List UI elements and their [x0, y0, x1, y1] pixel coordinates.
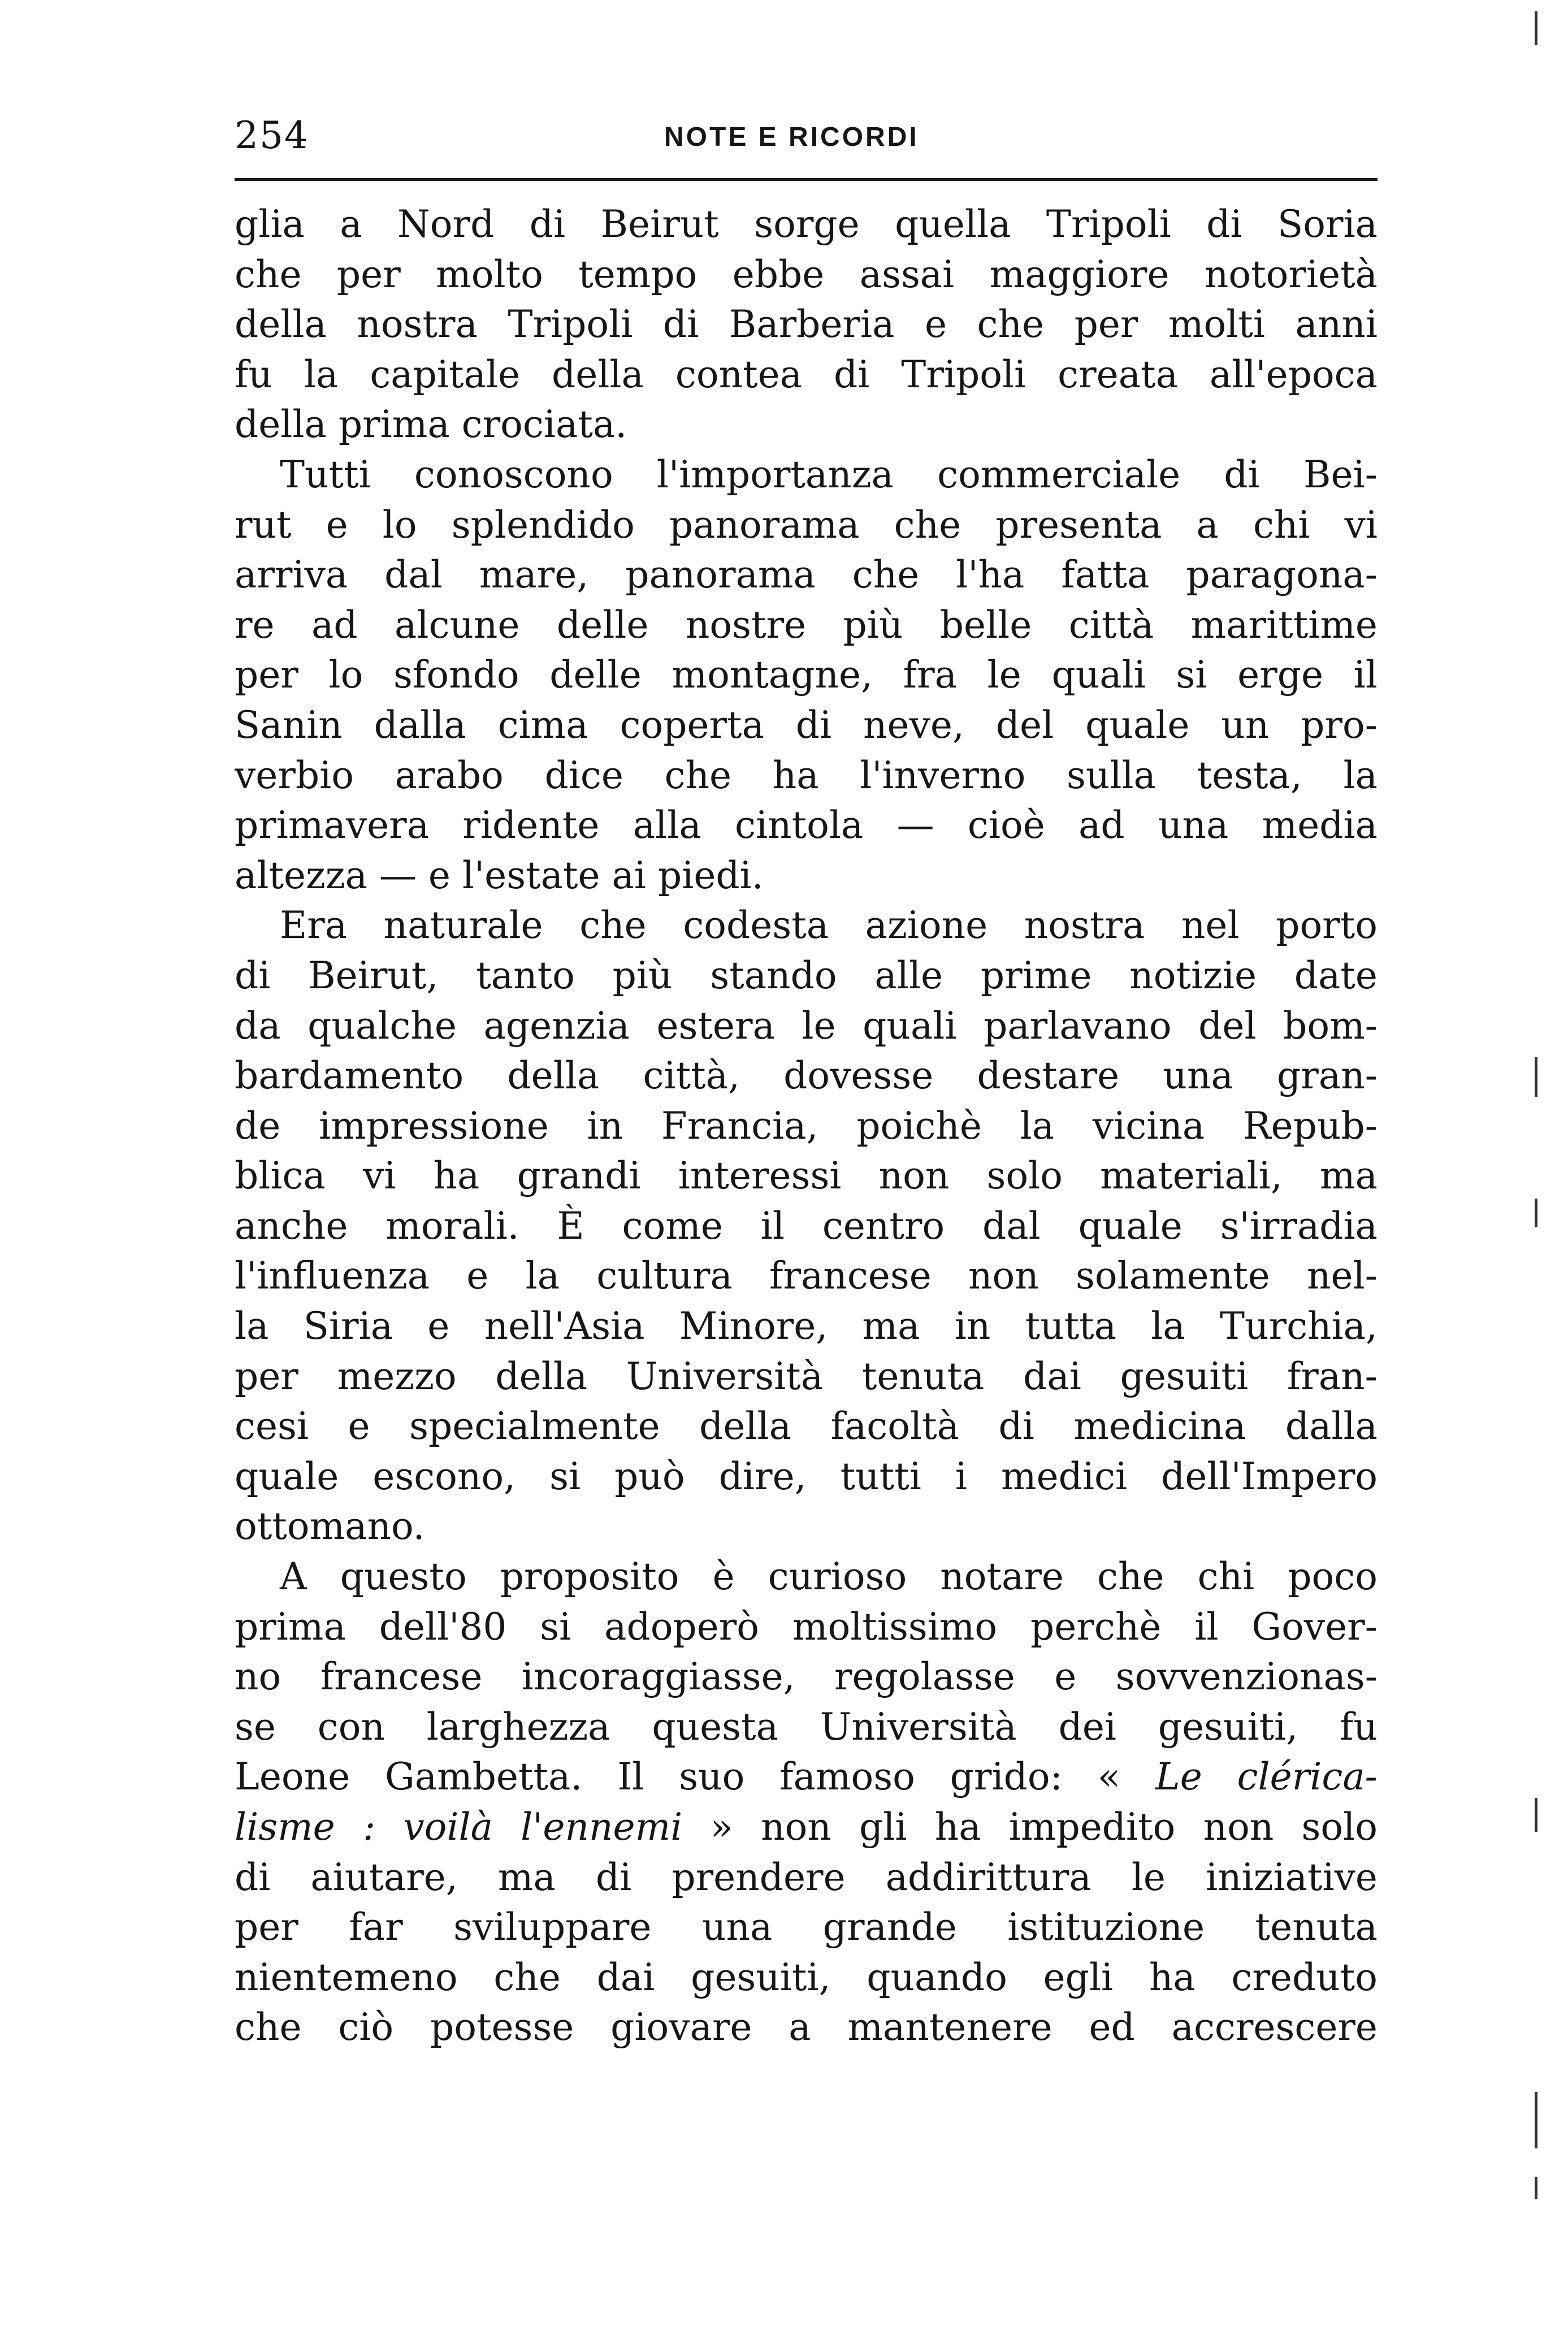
text-line: l'influenza e la cultura francese non solamente nel- — [235, 1254, 1378, 1298]
running-head: NOTE E RICORDI — [664, 122, 919, 152]
text-line: arriva dal mare, panorama che l'ha fatta paragona- — [235, 553, 1378, 597]
scan-mark — [1535, 2092, 1537, 2148]
text-line: per mezzo della Università tenuta dai gesuiti fran- — [235, 1354, 1378, 1398]
text-line: re ad alcune delle nostre più belle città marittime — [235, 603, 1378, 647]
text-line: di Beirut, tanto più stando alle prime notizie date — [235, 953, 1378, 997]
italic-quote-start: Le clérica- — [1155, 1755, 1378, 1799]
text-line-quote — [235, 1802, 1378, 1853]
text-line: se con larghezza questa Università dei gesuiti, fu — [235, 1705, 1378, 1749]
text-line: da qualche agenzia estera le quali parlavano del bom- — [235, 1004, 1378, 1048]
text-line: blica vi ha grandi interessi non solo materiali, ma — [235, 1154, 1378, 1198]
page-number: 254 — [235, 114, 309, 157]
scan-mark — [1535, 1057, 1537, 1097]
text-line: cesi e specialmente della facoltà di medicina dalla — [235, 1404, 1378, 1448]
text-line: che per molto tempo ebbe assai maggiore notorietà — [235, 252, 1378, 296]
text-line: la Siria e nell'Asia Minore, ma in tutta la Turchia, — [235, 1304, 1378, 1348]
text-line: glia a Nord di Beirut sorge quella Tripoli di Soria — [235, 202, 1378, 246]
text-line: rut e lo splendido panorama che presenta a chi vi — [235, 503, 1378, 547]
scan-mark — [1535, 11, 1537, 45]
text-line: della nostra Tripoli di Barberia e che per molti anni — [235, 302, 1378, 347]
text-line: prima dell'80 si adoperò moltissimo perchè il Gover- — [235, 1605, 1378, 1649]
italic-quote-end: lisme : voilà l'ennemi — [235, 1805, 683, 1849]
text-line: primavera ridente alla cintola — cioè ad una media — [235, 803, 1378, 847]
text-line: fu la capitale della contea di Tripoli creata all'epoca — [235, 352, 1378, 396]
text-line: per far sviluppare una grande istituzione tenuta — [235, 1905, 1378, 1949]
text-line: verbio arabo dice che ha l'inverno sulla testa, la — [235, 753, 1378, 797]
header-rule — [235, 178, 1378, 181]
text-line: no francese incoraggiasse, regolasse e sovvenzionas- — [235, 1655, 1378, 1699]
text-line: quale escono, si può dire, tutti i medici dell'Impero — [235, 1454, 1378, 1498]
text-line: bardamento della città, dovesse destare una gran- — [235, 1054, 1378, 1098]
scan-edge-marks — [1529, 0, 1552, 2335]
scan-mark — [1535, 1798, 1537, 1832]
text-line: che ciò potesse giovare a mantenere ed accrescere — [235, 2005, 1378, 2049]
scan-mark — [1535, 2177, 1537, 2199]
text-line: della prima crociata. — [235, 403, 627, 447]
text-line: nientemeno che dai gesuiti, quando egli ha creduto — [235, 1955, 1378, 1999]
scan-mark — [1535, 1199, 1537, 1227]
text-line: di aiutare, ma di prendere addirittura le iniziative — [235, 1855, 1378, 1899]
text-line: Sanin dalla cima coperta di neve, del quale un pro- — [235, 703, 1378, 747]
text-line: Tutti conoscono l'importanza commerciale di Bei- — [280, 452, 1378, 496]
text-line: per lo sfondo delle montagne, fra le quali si erge il — [235, 653, 1378, 697]
text-line: Era naturale che codesta azione nostra nel porto — [280, 903, 1378, 948]
text-run: Leone Gambetta. Il suo famoso grido: « — [235, 1755, 1155, 1799]
body-text — [235, 200, 1378, 2053]
text-line: de impressione in Francia, poichè la vicina Repub- — [235, 1104, 1378, 1148]
text-line: ottomano. — [235, 1504, 425, 1549]
text-line-gambetta — [235, 1752, 1378, 1802]
page-header — [235, 107, 1365, 170]
text-line: A questo proposito è curioso notare che chi poco — [280, 1555, 1378, 1599]
text-run: » non gli ha impedito non solo — [682, 1805, 1378, 1849]
text-line: altezza — e l'estate ai piedi. — [235, 853, 764, 897]
text-line: anche morali. È come il centro dal quale s'irradia — [235, 1204, 1378, 1248]
